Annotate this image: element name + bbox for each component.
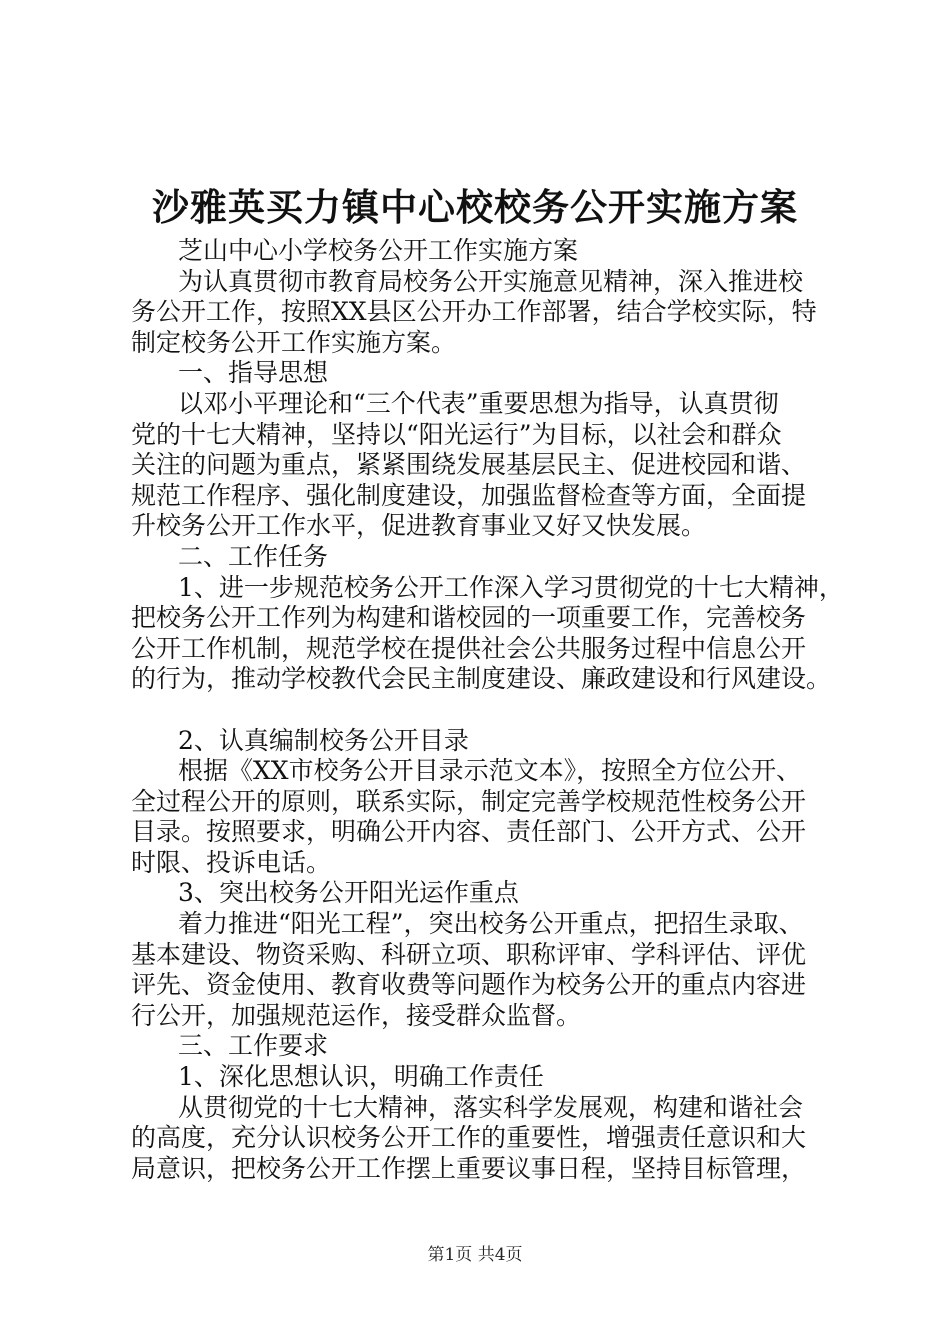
paragraph-line: 局意识，把校务公开工作摆上重要议事日程，坚持目标管理，	[131, 1153, 807, 1183]
paragraph-line: 务公开工作，按照XX县区公开办工作部署，结合学校实际，特	[131, 297, 817, 327]
paragraph-line: 把校务公开工作列为构建和谐校园的一项重要工作，完善校务	[131, 603, 807, 633]
paragraph-line: 公开工作机制，规范学校在提供社会公共服务过程中信息公开	[131, 633, 807, 663]
paragraph-line: 规范工作程序、强化制度建设，加强监督检查等方面，全面提	[131, 480, 807, 510]
paragraph-line: 1、进一步规范校务公开工作深入学习贯彻党的十七大精神，	[178, 572, 844, 602]
section-heading: 二、工作任务	[178, 541, 329, 571]
paragraph-line: 目录。按照要求，明确公开内容、责任部门、公开方式、公开	[131, 817, 807, 847]
section-heading: 一、指导思想	[178, 358, 329, 388]
paragraph-line: 升校务公开工作水平，促进教育事业又好又快发展。	[131, 511, 707, 541]
paragraph-line: 的高度，充分认识校务公开工作的重要性，增强责任意识和大	[131, 1123, 807, 1153]
page-number-footer: 第1页 共4页	[427, 1245, 523, 1265]
paragraph-line: 着力推进“阳光工程”，突出校务公开重点，把招生录取、	[178, 909, 804, 939]
paragraph-line: 行公开，加强规范运作，接受群众监督。	[131, 1000, 582, 1030]
paragraph-line: 评先、资金使用、教育收费等问题作为校务公开的重点内容进	[131, 970, 807, 1000]
subsection-heading: 2、认真编制校务公开目录	[178, 725, 469, 755]
paragraph-line: 以邓小平理论和“三个代表”重要思想为指导，认真贯彻	[178, 388, 779, 418]
paragraph-line: 全过程公开的原则，联系实际，制定完善学校规范性校务公开	[131, 786, 807, 816]
document-body	[131, 236, 844, 1184]
paragraph-line: 从贯彻党的十七大精神，落实科学发展观，构建和谐社会	[178, 1092, 804, 1122]
paragraph-line: 为认真贯彻市教育局校务公开实施意见精神，深入推进校	[178, 266, 804, 296]
paragraph-line: 基本建设、物资采购、科研立项、职称评审、学科评估、评优	[131, 939, 807, 969]
paragraph-line: 根据《XX市校务公开目录示范文本》，按照全方位公开、	[178, 756, 802, 786]
section-heading: 三、工作要求	[178, 1031, 329, 1061]
paragraph-line: 时限、投诉电话。	[131, 847, 332, 877]
paragraph-spacer	[131, 695, 831, 726]
subtitle-line: 芝山中心小学校务公开工作实施方案	[178, 236, 579, 265]
document-title: 沙雅英买力镇中心校校务公开实施方案	[152, 186, 798, 229]
subsection-heading: 1、深化思想认识，明确工作责任	[178, 1062, 544, 1092]
paragraph-line: 关注的问题为重点，紧紧围绕发展基层民主、促进校园和谐、	[131, 450, 807, 480]
paragraph-line: 党的十七大精神，坚持以“阳光运行”为目标，以社会和群众	[131, 419, 782, 449]
subsection-heading: 3、突出校务公开阳光运作重点	[178, 878, 519, 908]
paragraph-line: 的行为，推动学校教代会民主制度建设、廉政建设和行风建设。	[131, 664, 832, 694]
paragraph-line: 制定校务公开工作实施方案。	[131, 327, 457, 357]
